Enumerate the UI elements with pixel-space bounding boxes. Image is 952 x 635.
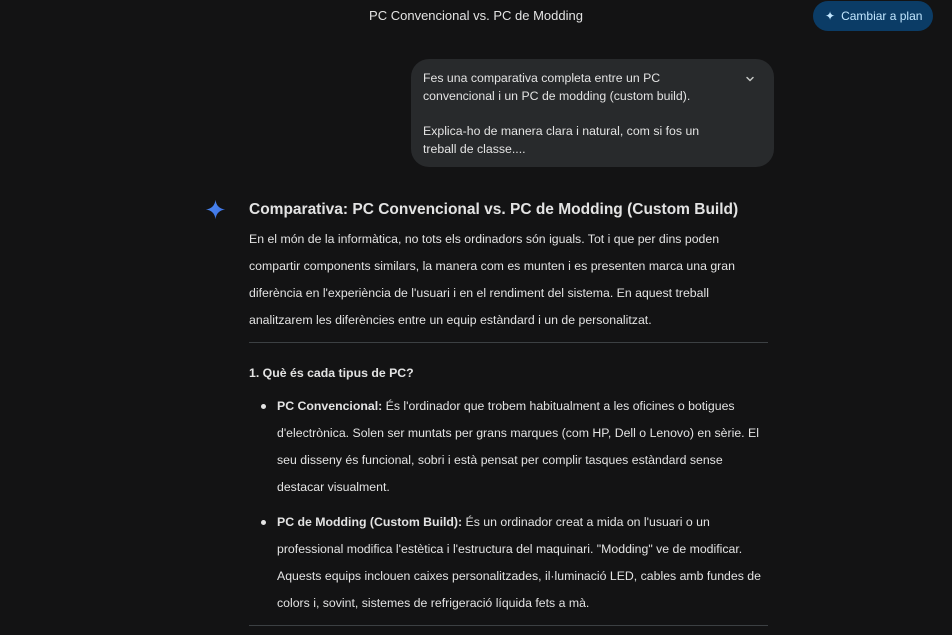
upgrade-plan-label: Cambiar a plan [841, 9, 923, 23]
divider [249, 342, 768, 343]
list-item [249, 393, 769, 501]
sparkle-icon: ✦ [825, 9, 836, 23]
assistant-response [249, 200, 769, 626]
bullet-list [249, 393, 769, 617]
conversation-title: PC Convencional vs. PC de Modding [369, 8, 583, 23]
response-intro: En el món de la informàtica, no tots els ordinadors són iguals. Tot i que per dins poden compartir components similars, la manera com es munten i es presenten marca una gran diferència en l'experiència de l'usuari i en el rendiment del sistema. En aquest treball analitzarem les diferències entre un equip estàndard i un de personalitzat. [249, 232, 735, 327]
list-item [249, 509, 769, 617]
user-message-line2: Explica-ho de manera clara i natural, com si fos un treball de classe.... [423, 124, 700, 156]
upgrade-plan-button[interactable] [813, 1, 933, 31]
divider [249, 625, 768, 626]
chevron-down-icon[interactable] [744, 73, 756, 85]
list-item-term: PC Convencional: [277, 399, 383, 413]
user-message-bubble [411, 59, 774, 167]
list-item-term: PC de Modding (Custom Build): [277, 515, 463, 529]
user-message-line1: Fes una comparativa completa entre un PC convencional i un PC de modding (custom build). [423, 71, 691, 103]
list-item-text: És un ordinador creat a mida on l'usuari o un professional modifica l'estètica i l'estructura del maquinari. "Modding" ve de modificar. Aquests equips inclouen caixes personalitzades, il·luminació LED, cables amb fundes de colors i, sovint, sistemes de refrigeració líquida fets a mà. [277, 515, 761, 610]
list-item-text: És l'ordinador que trobem habitualment a les oficines o botigues d'electrònica. Solen ser muntats per grans marques (com HP, Dell o Lenovo) en sèrie. El seu disseny és funcional, sobri i està pensat per complir tasques estàndard sense destacar visualment. [277, 399, 759, 494]
section-heading: 1. Què és cada tipus de PC? [249, 366, 414, 380]
gemini-sparkle-icon [205, 199, 226, 220]
response-title: Comparativa: PC Convencional vs. PC de Modding (Custom Build) [249, 201, 739, 218]
